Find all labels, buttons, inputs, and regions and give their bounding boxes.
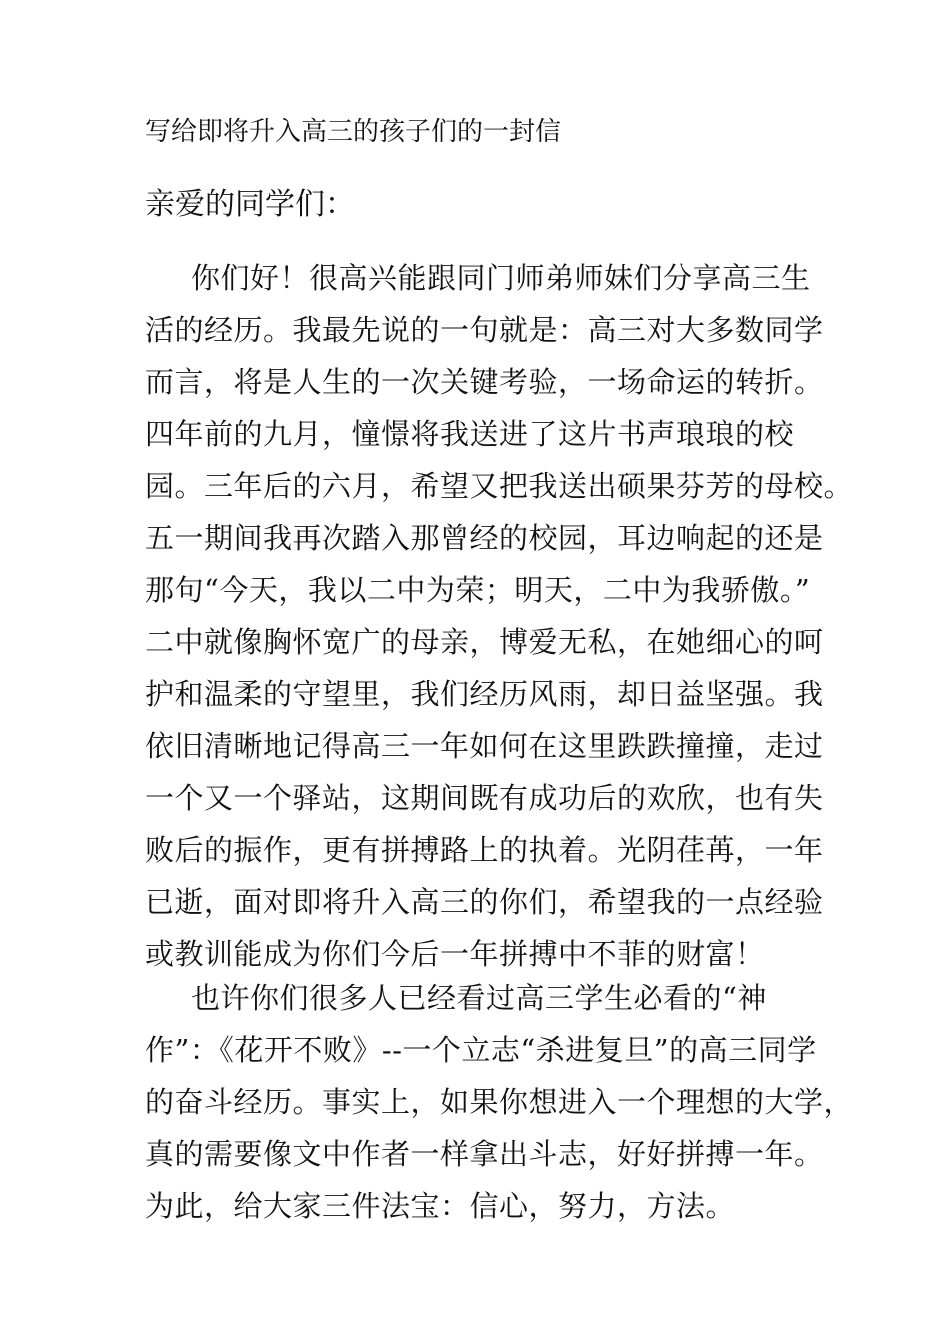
paragraph-line: 而言，将是人生的一次关键考验，一场命运的转折。 <box>145 365 824 399</box>
paragraph-line: 护和温柔的守望里，我们经历风雨，却日益坚强。我 <box>145 677 824 711</box>
paragraph-line: 园。三年后的六月，希望又把我送出硕果芬芳的母校。 <box>145 469 854 503</box>
paragraph-line: 或教训能成为你们今后一年拼搏中不菲的财富！ <box>145 937 765 971</box>
paragraph-line: 真的需要像文中作者一样拿出斗志，好好拼搏一年。 <box>145 1137 824 1171</box>
paragraph-line: 也许你们很多人已经看过高三学生必看的“神 <box>191 981 767 1015</box>
paragraph-2 <box>145 972 854 1232</box>
paragraph-line: 为此，给大家三件法宝：信心，努力，方法。 <box>145 1189 736 1223</box>
paragraph-line: 二中就像胸怀宽广的母亲，博爱无私，在她细心的呵 <box>145 625 824 659</box>
paragraph-line: 依旧清晰地记得高三一年如何在这里跌跌撞撞，走过 <box>145 729 824 763</box>
paragraph-1 <box>145 252 854 980</box>
paragraph-line: 那句“今天，我以二中为荣；明天，二中为我骄傲。” <box>145 573 811 607</box>
paragraph-line: 已逝，面对即将升入高三的你们，希望我的一点经验 <box>145 885 824 919</box>
paragraph-line: 的奋斗经历。事实上，如果你想进入一个理想的大学， <box>145 1085 854 1119</box>
paragraph-line: 你们好！很高兴能跟同门师弟师妹们分享高三生 <box>191 261 811 295</box>
paragraph-line: 作”：《花开不败》--一个立志“杀进复旦”的高三同学 <box>145 1033 817 1067</box>
salutation: 亲爱的同学们： <box>145 187 355 222</box>
paragraph-line: 活的经历。我最先说的一句就是：高三对大多数同学 <box>145 313 824 347</box>
paragraph-line: 一个又一个驿站，这期间既有成功后的欢欣，也有失 <box>145 781 824 815</box>
paragraph-line: 败后的振作，更有拼搏路上的执着。光阴荏苒，一年 <box>145 833 824 867</box>
paragraph-line: 四年前的九月，憧憬将我送进了这片书声琅琅的校 <box>145 417 795 451</box>
document-title: 写给即将升入高三的孩子们的一封信 <box>145 117 562 147</box>
paragraph-line: 五一期间我再次踏入那曾经的校园，耳边响起的还是 <box>145 521 824 555</box>
